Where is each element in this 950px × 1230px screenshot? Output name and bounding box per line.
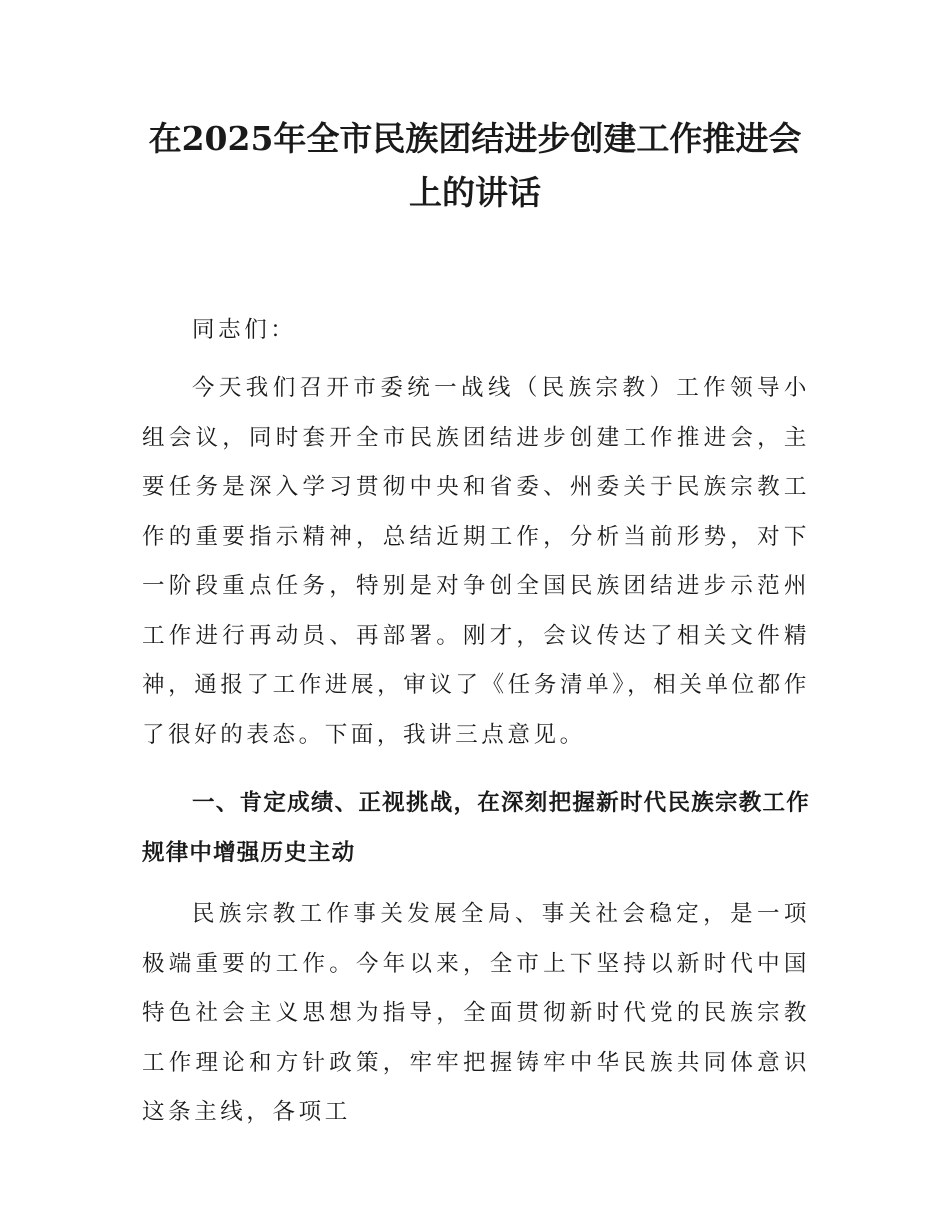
greeting: 同志们： bbox=[192, 317, 297, 343]
document-title: 在2025年全市民族团结进步创建工作推进会上的讲话 bbox=[148, 119, 802, 212]
paragraph-section-1: 民族宗教工作事关发展全局、事关社会稳定，是一项极端重要的工作。今年以来，全市上下坚持以新时代中国特色社会主义思想为指导，全面贯彻新时代党的民族宗教工作理论和方针政策，牢牢把握铸牢中华民族共同体意识这条主线，各项工 bbox=[142, 901, 810, 1125]
section-heading-1: 一、肯定成绩、正视挑战，在深刻把握新时代民族宗教工作规律中增强历史主动 bbox=[142, 790, 810, 866]
paragraph-intro: 今天我们召开市委统一战线（民族宗教）工作领导小组会议，同时套开全市民族团结进步创建工作推进会，主要任务是深入学习贯彻中央和省委、州委关于民族宗教工作的重要指示精神，总结近期工作，分析当前形势，对下一阶段重点任务，特别是对争创全国民族团结进步示范州工作进行再动员、再部署。刚才，会议传达了相关文件精神，通报了工作进展，审议了《任务清单》，相关单位都作了很好的表态。下面，我讲三点意见。 bbox=[142, 375, 810, 748]
